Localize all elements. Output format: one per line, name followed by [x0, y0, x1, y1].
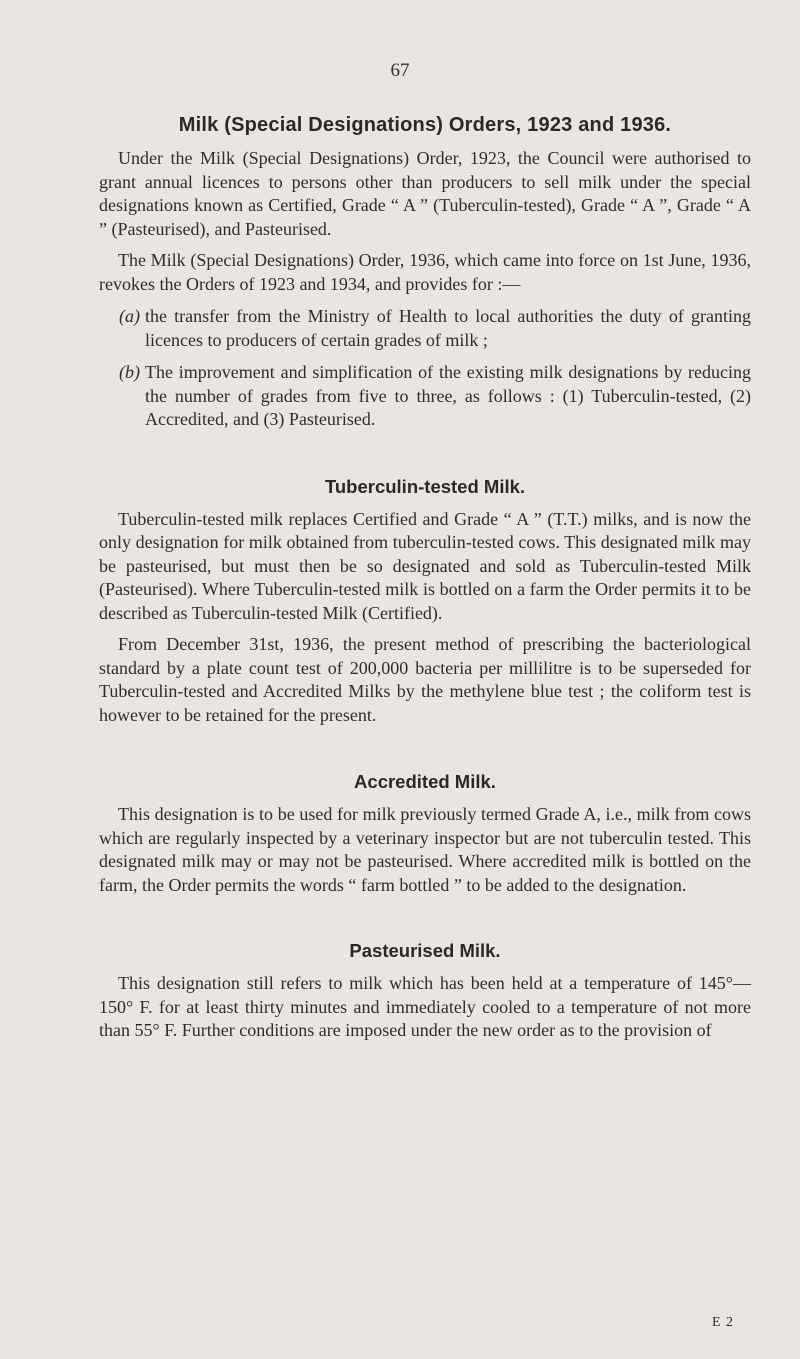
page-number: 67 [390, 60, 410, 81]
section-pasteurised [99, 940, 751, 1043]
list-item-b-text: The improvement and simplification of the existing milk designations by reducing the number of grades from five to three, as follows : (1) Tuberculin-tested, (2) Accredited, and (3) Pasteurised. [145, 362, 751, 429]
pasteurised-paragraph-1: This designation still refers to milk which has been held at a temperature of 145°—150° F. for at least thirty minutes and immediately cooled to a temperature of not more than 55° F. Further conditions are imposed under the new order as to the provision of [99, 973, 751, 1040]
signature-mark: E 2 [711, 1315, 734, 1330]
section-heading-pasteurised: Pasteurised Milk. [349, 940, 501, 961]
document-body [99, 114, 751, 1043]
section-accredited [99, 771, 751, 897]
page-title: Milk (Special Designations) Orders, 1923 and 1936. [178, 114, 672, 136]
intro-paragraph-2: The Milk (Special Designations) Order, 1936, which came into force on 1st June, 1936, revokes the Orders of 1923 and 1934, and provides for :— [99, 250, 751, 294]
list-marker-a: (a) [119, 306, 140, 326]
section-tuberculin-tested [99, 476, 751, 728]
tuberculin-paragraph-1: Tuberculin-tested milk replaces Certified and Grade “ A ” (T.T.) milks, and is now the only designation for milk obtained from tuberculin-tested cows. This designated milk may be pasteurised, but must then be so designated and sold as Tuberculin-tested Milk (Pasteurised). Where Tuberculin-tested milk is bottled on a farm the Order permits it to be described as Tuberculin-tested Milk (Certified). [99, 508, 751, 623]
list-marker-b: (b) [119, 362, 140, 382]
intro-paragraph-1: Under the Milk (Special Designations) Order, 1923, the Council were authorised to grant annual licences to persons other than producers to sell milk under the special designations known as Certified, Grade “ A ” (Tuberculin-tested), Grade “ A ”, Grade “ A ” (Pasteurised), and Pasteurised. [99, 148, 751, 239]
list-item-b [99, 361, 751, 432]
list-item-a [99, 305, 751, 352]
section-heading-tuberculin: Tuberculin-tested Milk. [324, 475, 526, 497]
accredited-paragraph-1: This designation is to be used for milk previously termed Grade A, i.e., milk from cows which are regularly inspected by a veterinary inspector but are not tuberculin tested. This designated milk may or may not be pasteurised. Where accredited milk is bottled on the farm, the Order permits the words “ farm bottled ” to be added to the designation. [99, 804, 751, 895]
tuberculin-paragraph-2: From December 31st, 1936, the present method of prescribing the bacteriological standard by a plate count test of 200,000 bacteria per millilitre is to be superseded for Tuberculin-tested and Accredited Milks by the methylene blue test ; the coliform test is however to be retained for the present. [99, 634, 751, 725]
list-item-a-text: the transfer from the Ministry of Health to local authorities the duty of granting licences to producers of certain grades of milk ; [145, 306, 751, 350]
section-heading-accredited: Accredited Milk. [354, 771, 496, 792]
